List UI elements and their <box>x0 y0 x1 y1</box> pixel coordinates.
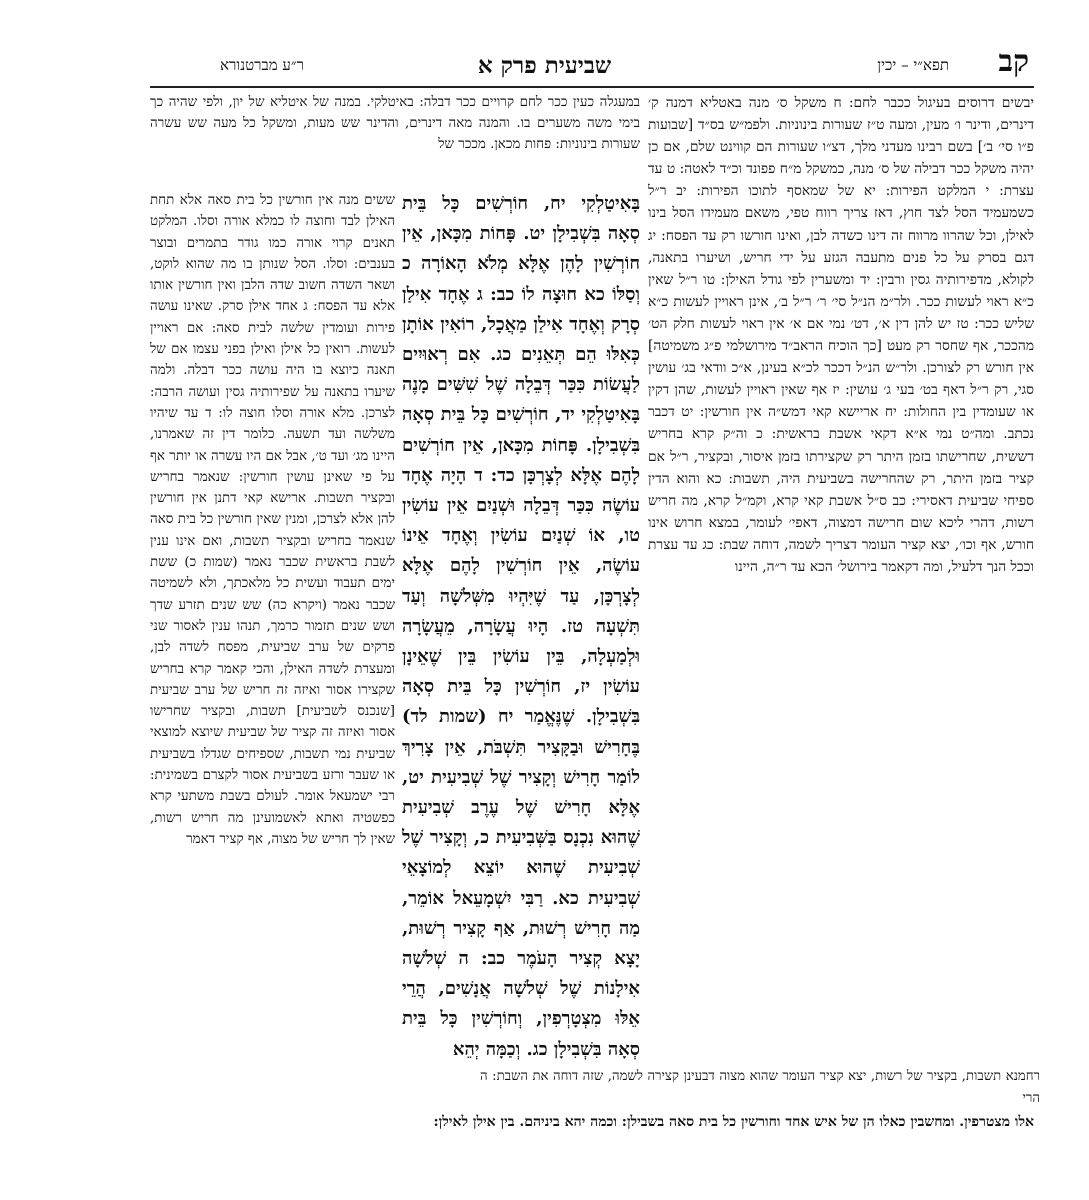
bartenura-column <box>150 190 395 1072</box>
bartenura-text: ששים מנה אין חורשין כל בית סאה אלא תחת האילן לבד וחוצה לו כמלא אורה וסלו. המלקט תאנים קרוי אורה כמו גודר בתמרים ובוצר בענבים: וסלו. הסל שנותן בו מה שהוא לוקט, ושאר השדה חשוב שדה הלבן ואין חורשין אותו אלא עד הפסח: ג אחד אילן סרק. שאינו עושה פירות ועומדין שלשה לבית סאה: אם ראויין לעשות. רואין כל אילן ואילן בפני עצמו אם של תאנה כיוצא בו היה עושה ככר דבלה. ולמה שיערו בתאנה על שפירותיה גסין ועושה הרבה: לצרכן. מלא אורה וסלו חוצה לו: ד עד שיהיו משלשה ועד תשעה. כלומר דין זה שאמרנו, היינו מג׳ ועד ט׳, אבל אם היו עשרה או יותר אף על פי שאינן עושין חורשין: שנאמר בחריש ובקציר תשבות. ארישא קאי דתנן אין חורשין להן אלא לצרכן, ומנין שאין חורשין כל בית סאה שנאמר בחריש ובקציר תשבות, ואם אינו ענין לשבת בראשית שכבר נאמר (שמות כ) ששת ימים תעבוד ועשית כל מלאכתך, ולא לשמיטה שכבר נאמר (ויקרא כה) שש שנים תזרע שדך ושש שנים תזמור כרמך, תנהו ענין לאסור שני פרקים של ערב שביעית, מפסח לשדה לבן, ומעצרת לשדה האילן, והכי קאמר קרא בחריש שקצירו אסור ואיזה זה חריש של ערב שביעית [שנכנס לשביעית] תשבות, ובקציר שחרישו אסור ואיזה זה קציר של שביעית שיוצא למוצאי שביעית נמי תשבות, שספיחים שגדלו בשביעית או שעבר ורזע בשביעית אסור לקצרם בשמינית: רבי ישמעאל אומר. לעולם בשבת משתעי קרא כפשטיה ואתא לאשמועינן מה חריש רשות, שאין לך חריש של מצוה, אף קציר דאמר <box>150 193 395 847</box>
tiferet-yisrael-text: יבשים דרוסים בעיגול ככבר לחם: ח משקל ס׳ מנה באטליא דמנה ק׳ דינרים, ודינר ו׳ מעין, ומעה ט״ז שעורות בינוניות. ולפמ״ש בס״ד [שבועות פ״ו סי׳ ב׳] בשם רבינו מעדני מלך, דצ״ו שעורות הם קווינט שלם, אם כן יהיה משקל ככר דבילה של ס׳ מנה, כמשקל מ״ח פפונד וכ״ד לאטה: ט עד עצרת: י המלקט הפירות: יא של שמאסף לתוכו הפירות: יב ר״ל כשמעמיד הסל לצד חוץ, דאז צריך רווח טפי, משאם מעמידו הסל בינו לאילן, וכל שהרוו מרווח זה דינו כשדה לבן, ואינו חורשו רק עד הפסח: יג דגם בסרק על כל פנים מתעבה הגזע על ידי חריש, ושיערו בתאנה, לקולא, מדפירותיה גסין ורבין: יד ומשערין לפי גודל האילן: טו ר״ל שאין כ״א ראוי לעשות ככר. ולר״מ הנ״ל סי׳ ר׳ ר״ל ב׳, אינן ראויין לעשות כ״א שליש ככר: טז יש להן דין א׳, דט׳ נמי אם א׳ אין ראוי לעשות חלק הט׳ מהככר, אף שחסר רק מעט [כך הוכיח הראב״ד מירושלמי פ״ג משמיטה] אין חורש רק לצורכן. ולר״ש הנ״ל דככר לכ״א בעינן, א״כ וודאי בג׳ עושין סגי, רק ר״ל דאף בט׳ בעי ג׳ עושין: יז אף שאין ראויין לעשות, שהן דקין או שעומדין בין החולות: יח אריישא קאי דמש״ה אין חורשין: יט דכבר נכתב. ומה״ט נמי א״א דקאי אשבת בראשית: כ וה״ק קרא בחריש דששית, שחרישתו בזמן היתר רק שקצירתו בזמן איסור, ובקציר, ר״ל אם קציר בזמן היתר, רק שהחרישה בשביעית היה, תשבות: כא והוא הדין ספיחי שביעית דאסירי: כב ס״ל אשבת קאי קרא, וקמ״ל קרא, מה חריש רשות, דהרי ליכא שום חרישה דמצוה, דאפי׳ לעומר, במצא חרוש אינו חורש, אף וכו׳, יצא קציר העומר דצריך לשמה, דוחה שבת: כג עד עצרת וככל הנך דלעיל, ומה דקאמר בירושל׳ הכא עד ר״ה, היינו <box>648 95 1034 575</box>
footer-line-mid: רחמנא תשבות, בקציר של רשות, יצא קציר העומר שהוא מצוה דבעינן קצירה לשמה, שזה דוחה את השבת: ה הרי <box>480 1069 1040 1106</box>
page-number: קב <box>998 44 1029 79</box>
page-title: שביעית פרק א <box>477 52 612 79</box>
header-rule <box>150 86 1034 88</box>
commentary-label-tiferet: תפא״י – יכין <box>877 56 949 74</box>
commentary-label-bartenura: ר״ע מברטנורא <box>220 56 304 74</box>
footer-line-full: אלו מצטרפין. ומחשבין כאלו הן של איש אחד וחורשין כל בית סאה בשבילן: וכמה יהא ביניהם. בין אילן לאילן: <box>433 1114 1034 1130</box>
tiferet-yisrael-column <box>648 92 1034 1074</box>
bartenura-top-text: במעגלה כעין ככר לחם קרויים ככר דבלה: באיטלקי. במנה של איטליא של יון, ולפי שהיה כך בימי משה משערים בו. והמנה מאה דינרים, והדינר שש מעות, ומשקל כל מעה שש עשרה שעורות בינוניות: פחות מכאן. מככר של <box>150 95 640 152</box>
mishnah-text-column <box>402 189 640 1069</box>
mishnah-text: בָּאִיטַלְקִי יח, חוֹרְשִׁים כָּל בֵּית סְאָה בִּשְׁבִילָן יט. פָּחוֹת מִכָּאן, אֵין חוֹרְשִׁין לָהֶן אֶלָּא מְלֹא הָאוֹרָה כ וְסַלּוֹ כא חוּצָה לוֹ כב: ג אֶחָד אִילַן סְרָק וְאֶחָד אִילַן מַאֲכָל, רוֹאִין אוֹתָן כְּאִלּוּ הֵם תְּאֵנִים כג. אִם רְאוּיִים לַעֲשׂוֹת כִּכַּר דְּבֵלָה שֶׁל שִׁשִּׁים מָנֶה בָּאִיטַלְקִי יד, חוֹרְשִׁים כָּל בֵּית סְאָה בִּשְׁבִילָן. פָּחוֹת מִכָּאן, אֵין חוֹרְשִׁים לָהֶם אֶלָּא לְצָרְכָּן כד: ד הָיָה אֶחָד עוֹשֶׂה כִּכַּר דְּבֵלָה וּשְׁנַיִם אֵין עוֹשִׂין טו, אוֹ שְׁנַיִם עוֹשִׂין וְאֶחָד אֵינוֹ עוֹשֶׂה, אֵין חוֹרְשִׁין לָהֶם אֶלָּא לְצָרְכָּן, עַד שֶׁיִּהְיוּ מִשְּׁלשָׁה וְעַד תִּשְׁעָה טז. הָיוּ עֲשָׂרָה, מֵעֲשָׂרָה וּלְמַעְלָה, בֵּין עוֹשִׂין בֵּין שֶׁאֵינָן עוֹשִׂין יז, חוֹרְשִׁין כָּל בֵּית סְאָה בִּשְׁבִילָן. שֶׁנֶּאֱמַר יח (שמות לד) בֶּחָרִישׁ וּבַקָּצִיר תִּשְׁבֹּת, אֵין צָרִיךְ לוֹמַר חָרִישׁ וְקָצִיר שֶׁל שְׁבִיעִית יט, אֶלָּא חָרִישׁ שֶׁל עֶרֶב שְׁבִיעִית שֶׁהוּא נִכְנָס בַּשְּׁבִיעִית כ, וְקָצִיר שֶׁל שְׁבִיעִית שֶׁהוּא יוֹצֵא לְמוֹצָאֵי שְׁבִיעִית כא. רַבִּי יִשְׁמָעֵאל אוֹמֵר, מַה חָרִישׁ רְשׁוּת, אַף קָצִיר רְשׁוּת, יָצָא קְצִיר הָעֹמֶר כב: ה שְׁלשָׁה אִילָנוֹת שֶׁל שְׁלשָׁה אֲנָשִׁים, הֲרֵי אֵלּוּ מִצְטָרְפִין, וְחוֹרְשִׁין כָּל בֵּית סְאָה בִּשְׁבִילָן כג. וְכַמָּה יְהֵא <box>402 193 640 1060</box>
bartenura-top-block <box>150 92 640 190</box>
